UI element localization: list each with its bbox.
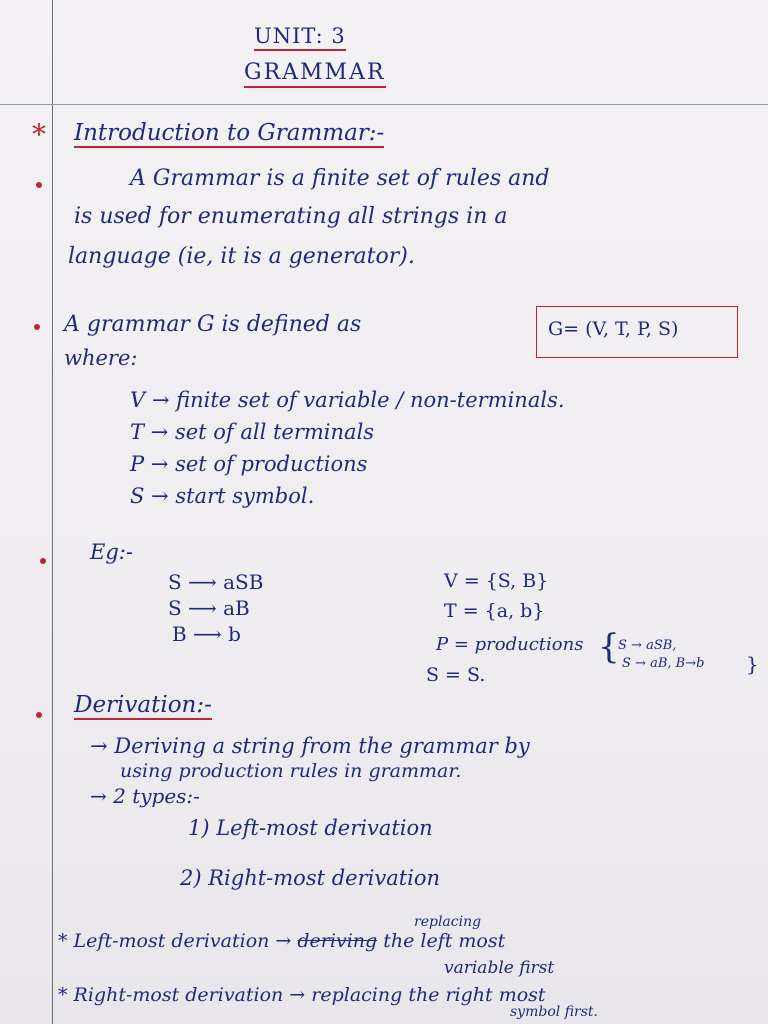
example-rule-2: S ⟶ aB xyxy=(168,596,250,620)
bullet xyxy=(36,712,42,718)
def-item-s: S → start symbol. xyxy=(130,484,315,508)
page-title: GRAMMAR xyxy=(244,60,386,85)
leftmost-definition-line-2: variable first xyxy=(444,958,555,978)
example-rule-3: B ⟶ b xyxy=(172,622,241,646)
derivation-type-2: 2) Right-most derivation xyxy=(180,866,441,890)
def-item-t: T → set of all terminals xyxy=(130,420,375,444)
example-rule-1: S ⟶ aSB xyxy=(168,570,264,594)
production-set-line-2: S → aB, B→b xyxy=(622,656,705,671)
star-marker: * xyxy=(32,118,46,151)
production-set-brace: { xyxy=(598,627,620,667)
example-t: T = {a, b} xyxy=(444,600,545,622)
margin-line xyxy=(52,0,53,1024)
bullet xyxy=(36,182,42,188)
where-label: where: xyxy=(64,346,138,370)
derivation-line-2: using production rules in grammar. xyxy=(120,760,462,782)
rightmost-definition: * Right-most derivation → replacing the right most xyxy=(58,984,546,1006)
example-s: S = S. xyxy=(426,664,486,686)
definition-line: A grammar G is defined as xyxy=(64,312,362,337)
grammar-tuple: G= (V, T, P, S) xyxy=(548,318,679,340)
example-label: Eg:- xyxy=(90,540,133,564)
unit-title: UNIT: 3 xyxy=(254,24,346,48)
production-set-line-1: S → aSB, xyxy=(618,638,677,653)
example-v: V = {S, B} xyxy=(444,570,549,592)
derivation-type-1: 1) Left-most derivation xyxy=(188,816,433,840)
bullet xyxy=(40,558,46,564)
example-p: P = productions xyxy=(436,634,584,655)
struck-word: deriving xyxy=(297,930,378,952)
leftmost-insert: replacing xyxy=(414,914,482,930)
derivation-types: → 2 types:- xyxy=(90,784,200,808)
derivation-line-1: → Deriving a string from the grammar by xyxy=(90,734,530,758)
def-item-p: P → set of productions xyxy=(130,452,368,476)
leftmost-definition: * Left-most derivation → deriving the left most xyxy=(58,930,506,952)
def-item-v: V → finite set of variable / non-terminals. xyxy=(130,388,565,412)
intro-heading: Introduction to Grammar:- xyxy=(74,120,385,146)
intro-para-line-2: is used for enumerating all strings in a xyxy=(74,204,508,229)
header-rule xyxy=(0,104,768,105)
bullet xyxy=(34,324,40,330)
rightmost-definition-line-2: symbol first. xyxy=(510,1004,598,1020)
derivation-heading: Derivation:- xyxy=(74,692,212,718)
intro-para-line-3: language (ie, it is a generator). xyxy=(68,244,415,269)
intro-para-line-1: A Grammar is a finite set of rules and xyxy=(130,166,550,191)
production-set-close: } xyxy=(746,652,759,676)
